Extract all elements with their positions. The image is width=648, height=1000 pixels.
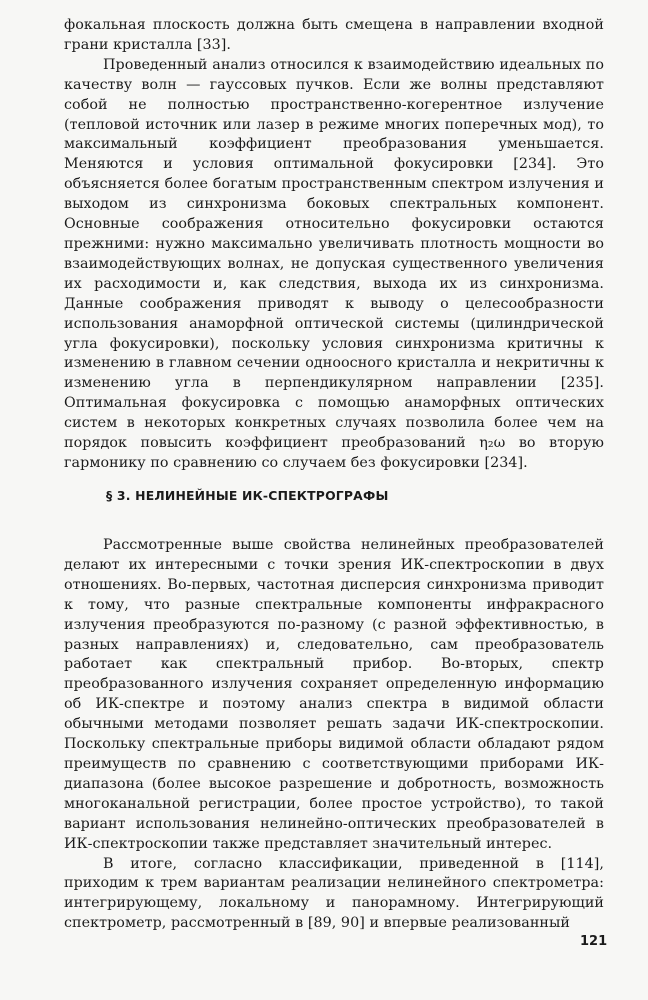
section-heading: § 3. НЕЛИНЕЙНЫЕ ИК-СПЕКТРОГРАФЫ [106,488,389,503]
page-number: 121 [580,934,608,949]
paragraph-analysis: Проведенный анализ относился к взаимодействию идеальных по качеству волн — гауссовых пучков. Если же волны представляют собой не полностью пространственно-когерентное излучение (тепловой источник или лазер в режиме многих поперечных мод), то максимальный коэффициент преобразования уменьшается. Меняются и условия оптимальной фокусировки [234]. Это объясняется более богатым пространственным спектром излучения и выходом из синхронизма боковых спектральных компонент. Основные соображения относительно фокусировки остаются прежними: нужно максимально увеличивать плотность мощности во взаимодействующих волнах, не допуская существенного увеличения их расходимости и, как следствия, выхода их из синхронизма. Данные соображения приводят к выводу о целесообразности использования анаморфной оптической системы (цилиндрической угла фокусировки), поскольку условия синхронизма критичны к изменению в главном сечении одноосного кристалла и некритичны к изменению угла в перпендикулярном направлении [235]. Оптимальная фокусировка с помощью анаморфных оптических систем в некоторых конкретных случаях позволила более чем на порядок повысить коэффициент преобразований η₂ω во вторую гармонику по сравнению со случаем без фокусировки [234]. [64,56,604,471]
text-block-top [64,16,604,474]
paragraph-classification: В итоге, согласно классификации, приведенной в [114], приходим к трем вариантам реализации нелинейного спектрометра: интегрирующему, локальному и панорамному. Интегрирующий спектрометр, рассмотренный в [89, 90] и впервые реализованный [64,855,604,932]
paragraph-continuation: фокальная плоскость должна быть смещена в направлении входной грани кристалла [33]. [64,17,604,53]
paragraph-properties: Рассмотренные выше свойства нелинейных преобразователей делают их интересными с точки зрения ИК-спектроскопии в двух отношениях. Во-первых, частотная дисперсия синхронизма приводит к тому, что разные спектральные компоненты инфракрасного излучения преобразуются по-разному (с разной эффективностью, в разных направлениях) и, следовательно, сам преобразователь работает как спектральный прибор. Во-вторых, спектр преобразованного излучения сохраняет определенную информацию об ИК-спектре и поэтому анализ спектра в видимой области обычными методами позволяет решать задачи ИК-спектроскопии. Поскольку спектральные приборы видимой области обладают рядом преимуществ по сравнению с соответствующими приборами ИК-диапазона (более высокое разрешение и добротность, возможность многоканальной регистрации, более простое устройство), то такой вариант использования нелинейно-оптических преобразователей в ИК-спектроскопии также представляет значительный интерес. [64,537,604,852]
text-block-bottom [64,536,604,934]
